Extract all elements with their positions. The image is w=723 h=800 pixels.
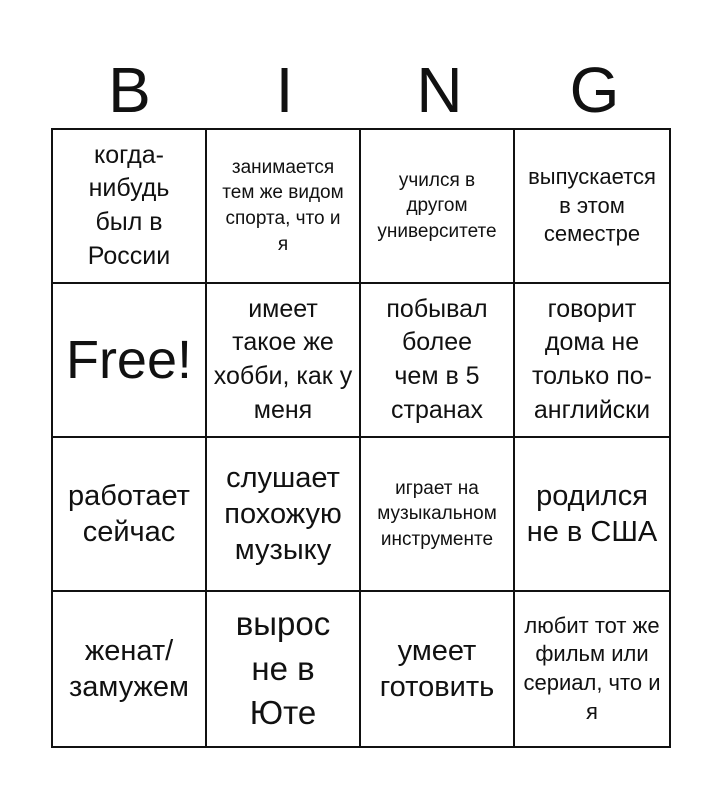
bingo-cell[interactable]: говорит дома не только по-английски <box>515 284 669 438</box>
bingo-cell[interactable]: любит тот же фильм или сериал, что и я <box>523 612 661 724</box>
bingo-cell[interactable]: побывал более чем в 5 странах <box>361 284 515 438</box>
title-letter-g: G <box>569 54 620 126</box>
bingo-cell[interactable]: занимается тем же видом спорта, что и я <box>207 130 361 284</box>
bingo-cell[interactable]: имеет такое же хобби, как у меня <box>207 284 361 438</box>
bingo-cell-free[interactable]: Free! <box>53 284 207 438</box>
title-letter-n: N <box>416 54 463 126</box>
bingo-title <box>52 52 672 128</box>
bingo-cell[interactable]: когда-нибудь был в России <box>53 130 207 284</box>
bingo-cell[interactable]: вырос не в Юте <box>207 592 361 746</box>
bingo-cell[interactable]: слушает похожую музыку <box>207 438 361 592</box>
bingo-grid <box>51 128 671 748</box>
title-letter-i: I <box>275 54 294 126</box>
bingo-cell[interactable]: учился в другом университете <box>361 130 515 284</box>
title-letter-b: B <box>108 54 151 126</box>
bingo-cell[interactable]: родился не в США <box>515 438 669 592</box>
bingo-cell[interactable]: женат/ замужем <box>53 592 207 746</box>
bingo-cell[interactable]: играет на музыкальном инструменте <box>361 438 515 592</box>
bingo-cell[interactable]: умеет готовить <box>361 592 515 746</box>
bingo-cell[interactable]: выпускается в этом семестре <box>515 130 669 284</box>
bingo-cell[interactable]: работает сейчас <box>53 438 207 592</box>
